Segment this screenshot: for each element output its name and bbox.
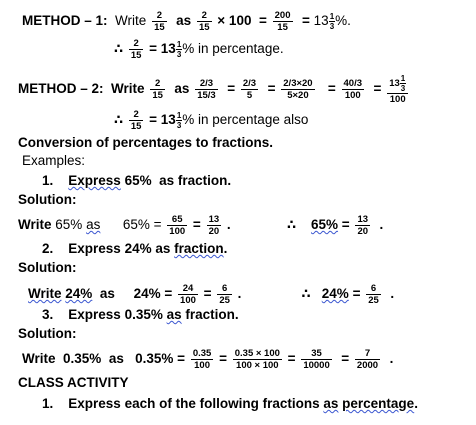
- examples-label: Examples:: [22, 153, 86, 168]
- conclusion-text: % in percentage.: [182, 41, 284, 57]
- fraction: $\frac{2}{15}$: [198, 10, 210, 33]
- example-1-heading: 1. Express 65% as fraction.: [42, 173, 232, 188]
- example-2-heading: 2. Express 24% as fraction.: [42, 241, 228, 256]
- therefore-symbol: ∴: [114, 112, 124, 128]
- equals-13: = 13: [149, 41, 176, 57]
- therefore-symbol: ∴: [286, 217, 296, 233]
- fraction: $\frac{2}{15}$: [152, 78, 163, 101]
- fraction: $\frac{1}{3}$: [176, 111, 182, 130]
- method1-write: Write: [115, 13, 147, 29]
- fraction: $\frac{1}{3}$: [329, 12, 335, 31]
- percent-sign: %.: [335, 13, 351, 29]
- fraction: $\frac{2/3}{5}$: [242, 78, 257, 101]
- fraction: $\frac{2/3\times 20}{5\times 20}$: [283, 78, 313, 101]
- therefore-symbol: ∴: [301, 286, 311, 302]
- fraction: $\frac{200}{15}$: [274, 10, 291, 33]
- fraction: $\frac{24}{100}$: [180, 283, 196, 306]
- fraction: $\frac{2/3}{15/3}$: [197, 78, 216, 101]
- method2-label: METHOD – 2:: [18, 81, 104, 97]
- fraction: 13 $\frac{1}{3}$ 100: [387, 74, 408, 105]
- solution-label: Solution:: [18, 326, 77, 341]
- fraction: $\frac{7}{2000}$: [356, 348, 379, 371]
- method1-label: METHOD – 1:: [22, 13, 108, 29]
- example-3-solution: Write 0.35% as 0.35% = $\frac{0.35}{100}$ = $\frac{0.35 \times 100}{100 \times 100}$ = $\frac{35}{10000}$ = $\frac{7}{2000}$ .: [22, 348, 394, 371]
- word-percentage: percentage: [342, 396, 415, 411]
- solution-label: Solution:: [18, 260, 77, 275]
- solution-label: Solution:: [18, 192, 77, 207]
- times-100: × 100: [217, 13, 252, 29]
- result-percent: 65%: [311, 217, 339, 233]
- equals-13: = 13: [149, 112, 176, 128]
- fraction: $\frac{0.35 \times 100}{100 \times 100}$: [234, 348, 280, 371]
- fraction: $\frac{1}{3}$: [176, 40, 182, 59]
- fraction: $\frac{13}{20}$: [208, 214, 220, 237]
- method2-write: Write: [111, 81, 145, 97]
- fraction: $\frac{65}{100}$: [169, 214, 186, 237]
- fraction: $\frac{6}{25}$: [368, 283, 379, 306]
- section-title: Conversion of percentages to fractions.: [18, 135, 274, 150]
- equals: =: [302, 13, 310, 29]
- word-as: as: [323, 396, 339, 411]
- equals: =: [327, 81, 336, 97]
- word-as: as: [86, 217, 101, 233]
- word-write: Write: [28, 286, 62, 302]
- conclusion-text: % in percentage also: [182, 112, 309, 128]
- word-as: as: [174, 81, 190, 97]
- therefore-symbol: ∴: [114, 41, 124, 57]
- class-activity-item-1: 1. Express each of the following fractions as percentage.: [42, 396, 418, 411]
- method2-conclusion: [114, 109, 308, 132]
- mixed-whole: 13: [313, 13, 329, 29]
- example-2-solution: Write 24% as 24% = $\frac{24}{100}$ = $\frac{6}{25}$ . ∴ 24% = $\frac{6}{25}$ .: [28, 283, 395, 306]
- class-activity-title: CLASS ACTIVITY: [18, 375, 129, 390]
- fraction: $\frac{2}{15}$: [130, 38, 142, 61]
- example-1-solution: Write 65% as 65% = $\frac{65}{100}$ = $\frac{13}{20}$ . ∴ 65% = $\frac{13}{20}$ .: [18, 214, 384, 237]
- word-express: Express: [68, 173, 121, 188]
- equals: =: [227, 81, 236, 97]
- method2-line: [18, 74, 410, 105]
- fraction: $\frac{13}{20}$: [357, 214, 369, 237]
- word-fraction: fraction: [174, 241, 224, 256]
- fraction: $\frac{0.35}{100}$: [192, 348, 212, 371]
- fraction: $\frac{35}{10000}$: [303, 348, 330, 371]
- method1-line: [22, 10, 351, 33]
- word-as: as: [176, 13, 192, 29]
- word-as: as: [166, 307, 182, 322]
- fraction: $\frac{40/3}{100}$: [343, 78, 363, 101]
- fraction: $\frac{2}{15}$: [130, 109, 142, 132]
- example-3-heading: 3. Express 0.35% as fraction.: [42, 307, 239, 322]
- fraction: $\frac{6}{25}$: [219, 283, 230, 306]
- method1-conclusion: [114, 38, 284, 61]
- equals: =: [258, 13, 267, 29]
- equals: =: [267, 81, 276, 97]
- equals: =: [373, 81, 382, 97]
- fraction: $\frac{2}{15}$: [154, 10, 165, 33]
